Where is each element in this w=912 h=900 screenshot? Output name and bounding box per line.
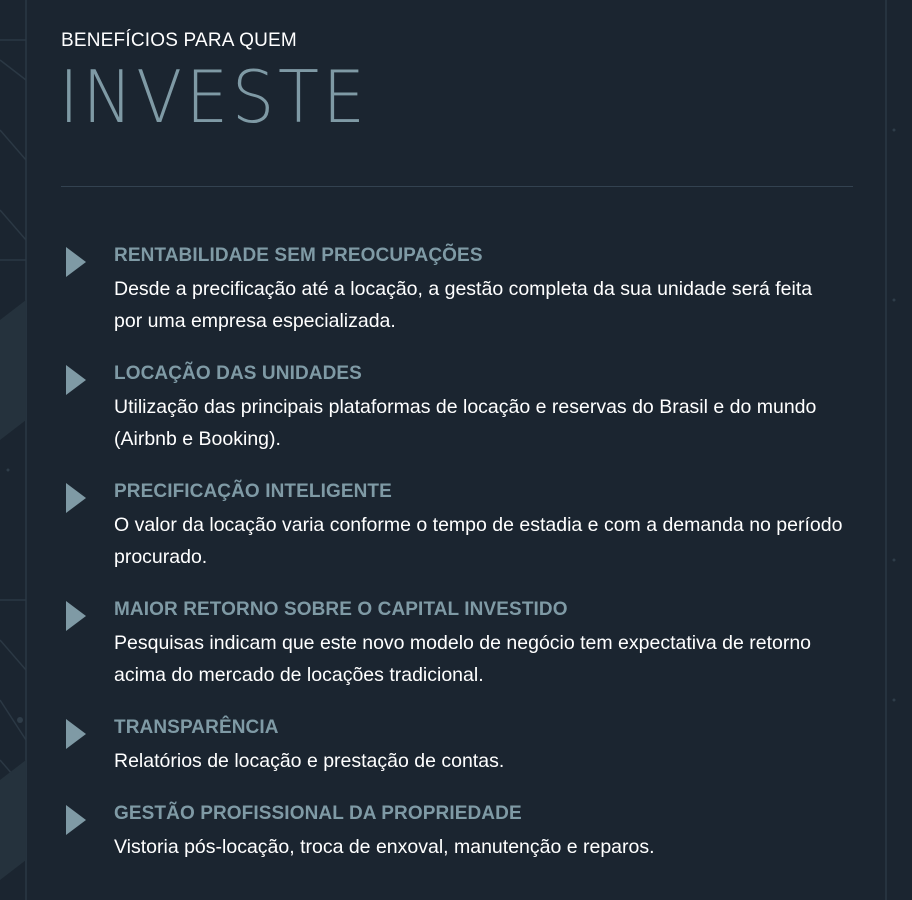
triangle-arrow-icon	[66, 365, 86, 395]
benefit-description: Relatórios de locação e prestação de contas.	[114, 750, 505, 772]
benefit-description: Desde a precificação até a locação, a gestão completa da sua unidade será feita por uma empresa especializada.	[114, 278, 813, 332]
benefit-title: GESTÃO PROFISSIONAL DA PROPRIEDADE	[114, 803, 522, 824]
triangle-arrow-icon	[66, 601, 86, 631]
benefit-title: PRECIFICAÇÃO INTELIGENTE	[114, 481, 392, 502]
triangle-arrow-icon	[66, 805, 86, 835]
triangle-arrow-icon	[66, 483, 86, 513]
benefit-description: Utilização das principais plataformas de locação e reservas do Brasil e do mundo (Airbnb e Booking).	[114, 396, 817, 450]
benefit-title: TRANSPARÊNCIA	[114, 717, 279, 738]
benefits-section	[61, 0, 853, 900]
benefit-description: Vistoria pós-locação, troca de enxoval, manutenção e reparos.	[114, 836, 655, 858]
benefit-description: Pesquisas indicam que este novo modelo de negócio tem expectativa de retorno acima do mercado de locações tradicional.	[114, 632, 812, 686]
benefit-description: O valor da locação varia conforme o tempo de estadia e com a demanda no período procurado.	[114, 514, 843, 568]
triangle-arrow-icon	[66, 247, 86, 277]
section-divider	[61, 186, 853, 187]
benefit-title: LOCAÇÃO DAS UNIDADES	[114, 363, 362, 384]
benefit-title: MAIOR RETORNO SOBRE O CAPITAL INVESTIDO	[114, 599, 568, 620]
section-subtitle: BENEFÍCIOS PARA QUEM	[61, 30, 297, 51]
triangle-arrow-icon	[66, 719, 86, 749]
benefit-title: RENTABILIDADE SEM PREOCUPAÇÕES	[114, 245, 483, 266]
section-title: INVESTE	[59, 55, 369, 139]
